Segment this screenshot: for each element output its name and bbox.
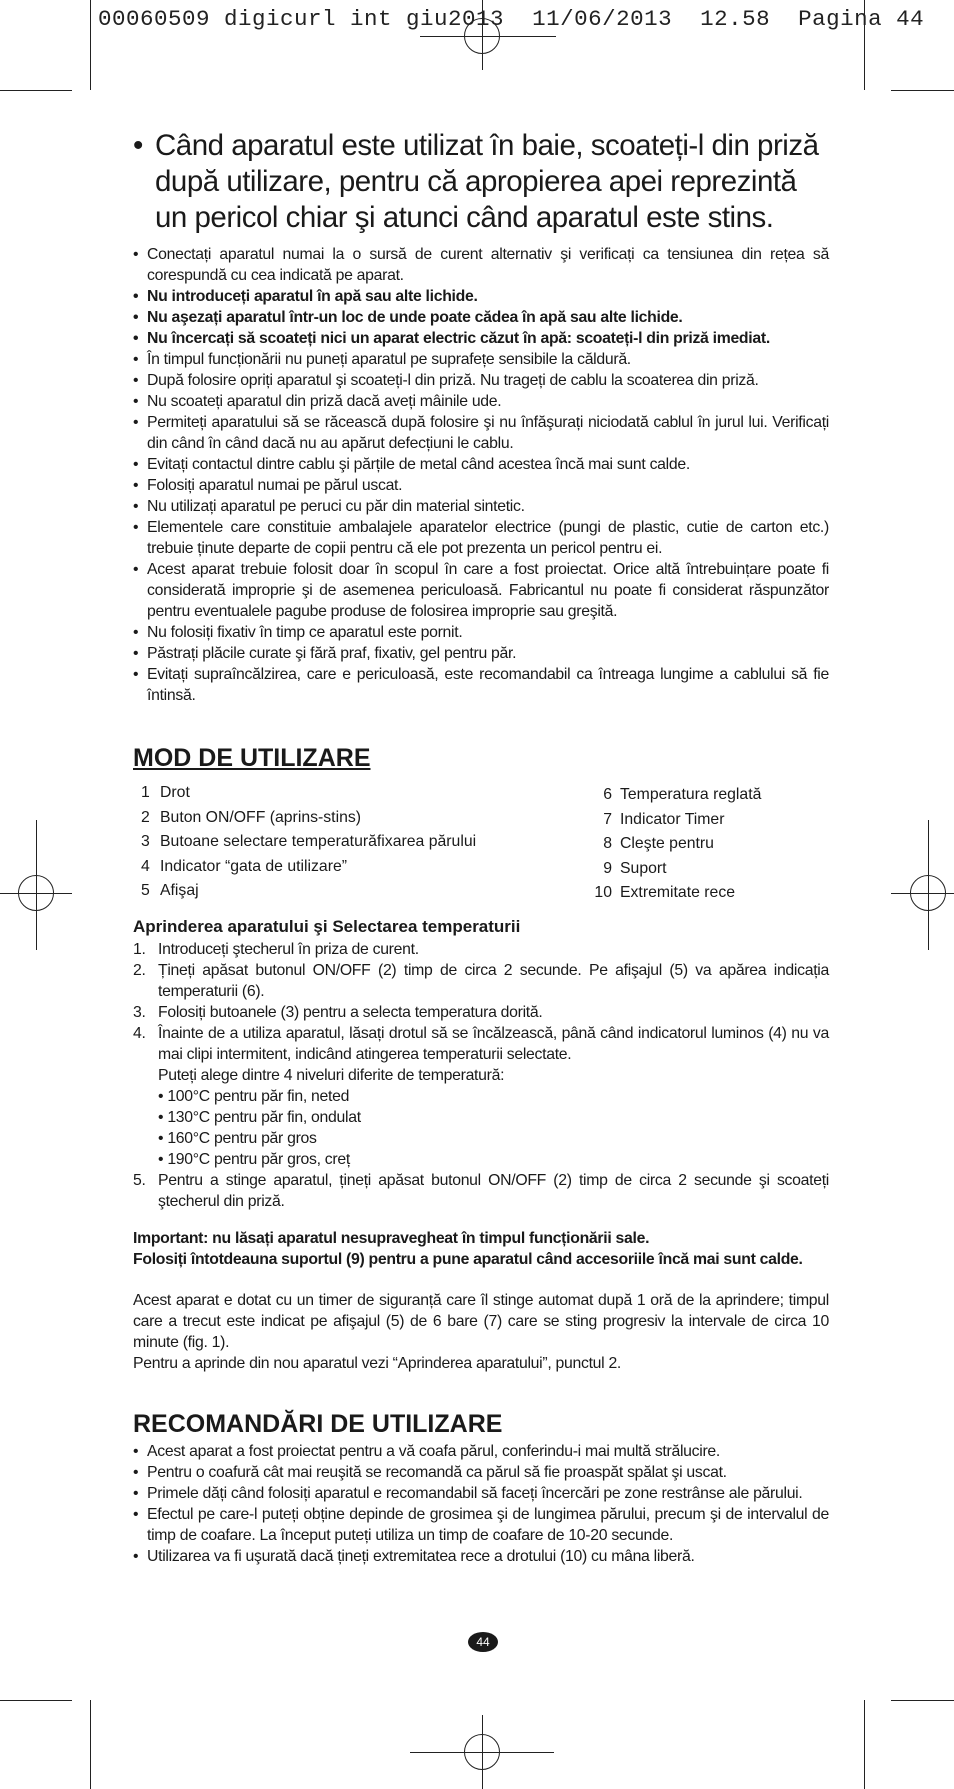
- page-content: [133, 128, 829, 1567]
- safety-item: • Evitați contactul dintre cablu şi părțile de metal când acestea încă mai sunt calde.: [133, 454, 829, 475]
- step-item: 2. Țineți apăsat butonul ON/OFF (2) timp de circa 2 secunde. Pe afişajul (5) va apărea indicația temperaturii (6).: [133, 962, 829, 1000]
- recommendation-item: • Efectul pe care-l puteți obține depinde de grosimea şi de lungimea părului, precum şi de intervalul de timp de coafare. La început puteți utiliza un timp de coafare de 10-20 secunde.: [133, 1504, 829, 1546]
- part-label: Extremitate rece: [620, 884, 736, 901]
- part-number: 7: [603, 810, 612, 828]
- parts-column-left: [141, 781, 476, 904]
- part-label: Drot: [160, 784, 190, 801]
- part-number: 10: [594, 884, 612, 901]
- support-note: Folosiți întotdeauna suportul (9) pentru a pune aparatul când accesoriile încă mai sunt calde.: [133, 1251, 803, 1268]
- part-label: Cleşte pentru: [620, 835, 714, 852]
- temperature-levels: [133, 1065, 829, 1212]
- registration-target-icon: [464, 1734, 500, 1770]
- part-number: 2: [141, 808, 150, 826]
- part-number: 5: [141, 882, 150, 899]
- bath-warning: • Când aparatul este utilizat în baie, scoateți-l din priză după utilizare, pentru că apropierea apei reprezintă un pericol chiar şi atunci când aparatul este stins.: [133, 128, 829, 236]
- safety-item: • În timpul funcționării nu puneți aparatul pe suprafețe sensibile la căldură.: [133, 349, 829, 370]
- level-item: • 130°C pentru păr fin, ondulat: [158, 1109, 361, 1126]
- crop-mark: [891, 90, 954, 91]
- safety-item: • Nu aşezați aparatul într-un loc de unde poate cădea în apă sau alte lichide.: [133, 307, 829, 328]
- part-item: [141, 781, 476, 806]
- part-item: [141, 879, 476, 904]
- part-label: Indicator “gata de utilizare”: [160, 857, 348, 875]
- part-number: 3: [141, 833, 150, 850]
- part-number: 6: [603, 786, 612, 803]
- step-item: 4. Înainte de a utiliza aparatul, lăsați drotul să se încălzească, până când indicatorul luminos (4) nu va mai clipi intermitent, indicând atingerea temperaturii selectate.: [133, 1025, 829, 1063]
- part-number: 1: [141, 784, 150, 801]
- part-label: Suport: [620, 859, 667, 877]
- recommendations-list: [133, 1441, 829, 1567]
- safety-list: [133, 244, 829, 706]
- recommendation-item: • Primele dăți când folosiți aparatul e recomandabil să faceți încercări pe zone restrânse ale părului.: [133, 1483, 829, 1504]
- safety-item: • Evitați supraîncălzirea, care e periculoasă, este recomandabil ca întreaga lungime a cablului să fie întinsă.: [133, 664, 829, 706]
- parts-column-right: [581, 783, 761, 906]
- step-item: 1. Introduceți ştecherul în priza de curent.: [133, 941, 419, 958]
- part-item: [581, 857, 761, 882]
- part-number: 9: [603, 859, 612, 877]
- part-number: 4: [141, 857, 150, 875]
- part-item: [581, 881, 761, 906]
- ignition-subtitle: Aprinderea aparatului şi Selectarea temperaturii: [133, 917, 521, 936]
- parts-list: [133, 781, 829, 901]
- crop-mark: [891, 1700, 954, 1701]
- safety-item: • Conectați aparatul numai la o sursă de curent alternativ şi verificați ca tensiunea din rețea să corespundă cu cea indicată pe aparat.: [133, 244, 829, 286]
- part-label: Temperatura reglată: [620, 786, 762, 803]
- safety-item: • Elementele care constituie ambalajele aparatelor electrice (pungi de plastic, cutie de carton etc.) trebuie ținute departe de copii pentru că ele pot prezenta un pericol pentru ei.: [133, 517, 829, 559]
- part-item: [581, 832, 761, 857]
- recommendation-item: • Acest aparat a fost proiectat pentru a vă coafa părul, conferindu-i mai multă strălucire.: [133, 1441, 829, 1462]
- part-item: [141, 855, 476, 880]
- recommendation-item: • Utilizarea va fi uşurată dacă țineți extremitatea rece a drotului (10) cu mâna liberă.: [133, 1546, 829, 1567]
- safety-item: • Nu scoateți aparatul din priză dacă aveți mâinile ude.: [133, 391, 829, 412]
- part-number: 8: [603, 835, 612, 852]
- safety-item: • Acest aparat trebuie folosit doar în scopul în care a fost proiectat. Orice altă întrebuințare poate fi considerată improprie şi de asemenea periculoasă. Fabricantul nu poate fi considerat răspunzător pentru eventualele pagube produse de folosirea improprie sau greşită.: [133, 559, 829, 622]
- part-item: [581, 808, 761, 833]
- part-item: [581, 783, 761, 808]
- part-item: [141, 806, 476, 831]
- part-label: Butoane selectare temperaturăfixarea părului: [160, 833, 477, 850]
- safety-item: • Folosiți aparatul numai pe părul uscat.: [133, 475, 829, 496]
- crop-mark: [0, 1700, 72, 1701]
- recommendation-item: • Pentru o coafură cât mai reuşită se recomandă ca părul să fie proaspăt spălat şi uscat.: [133, 1462, 829, 1483]
- level-item: • 100°C pentru păr fin, neted: [158, 1088, 350, 1105]
- mod-utilizare-title: MOD DE UTILIZARE: [133, 744, 371, 772]
- part-item: [141, 830, 476, 855]
- timer-paragraph: Acest aparat e dotat cu un timer de siguranță care îl stinge automat după 1 oră de la aprindere; timpul care a trecut este indicat pe afişajul (5) de 6 bare (7) care se sting progresiv la intervale de circa 10 minute (fig. 1).: [133, 1292, 829, 1351]
- level-item: • 160°C pentru păr gros: [158, 1130, 317, 1147]
- safety-item: • Păstrați plăcile curate şi fără praf, fixativ, gel pentru păr.: [133, 643, 829, 664]
- crop-mark: [864, 1700, 865, 1789]
- page-number: 44: [468, 1632, 498, 1652]
- safety-item: • Nu utilizați aparatul pe peruci cu păr din material sintetic.: [133, 496, 829, 517]
- important-note: Important: nu lăsați aparatul nesupravegheat în timpul funcționării sale.: [133, 1230, 650, 1247]
- step-item: 3. Folosiți butoanele (3) pentru a selecta temperatura dorită.: [133, 1004, 543, 1021]
- safety-item: • Nu încercați să scoateți nici un aparat electric căzut în apă: scoateți-l din priză imediat.: [133, 328, 829, 349]
- crop-mark: [0, 90, 72, 91]
- part-label: Afişaj: [160, 882, 199, 899]
- crop-mark: [90, 1700, 91, 1789]
- steps-list: [133, 939, 829, 1065]
- levels-intro: Puteți alege dintre 4 niveluri diferite de temperatură:: [158, 1067, 505, 1084]
- part-label: Indicator Timer: [620, 810, 725, 828]
- crop-mark: [90, 0, 91, 90]
- safety-item: • Permiteți aparatului să se răcească după folosire şi nu înfăşurați niciodată cablul în jurul lui. Verificați din când în când dacă nu au apărut defecțiuni le cablu.: [133, 412, 829, 454]
- registration-target-icon: [18, 875, 54, 911]
- safety-item: • După folosire opriți aparatul şi scoateți-l din priză. Nu trageți de cablu la scoaterea din priză.: [133, 370, 829, 391]
- safety-item: • Nu folosiți fixativ în timp ce aparatul este pornit.: [133, 622, 829, 643]
- level-item: • 190°C pentru păr gros, creț: [158, 1151, 350, 1168]
- recommendations-title: RECOMANDĂRI DE UTILIZARE: [133, 1410, 503, 1438]
- safety-item: • Nu introduceți aparatul în apă sau alte lichide.: [133, 286, 829, 307]
- registration-target-icon: [910, 875, 946, 911]
- part-label: Buton ON/OFF (aprins-stins): [160, 808, 362, 826]
- restart-paragraph: Pentru a aprinde din nou aparatul vezi “Aprinderea aparatului”, punctul 2.: [133, 1355, 622, 1372]
- step-item: 5. Pentru a stinge aparatul, țineți apăsat butonul ON/OFF (2) timp de circa 2 secunde şi scoateți ştecherul din priză.: [133, 1172, 829, 1210]
- print-header: 00060509 digicurl int giu2013 11/06/2013 12.58 Pagina 44: [98, 6, 925, 32]
